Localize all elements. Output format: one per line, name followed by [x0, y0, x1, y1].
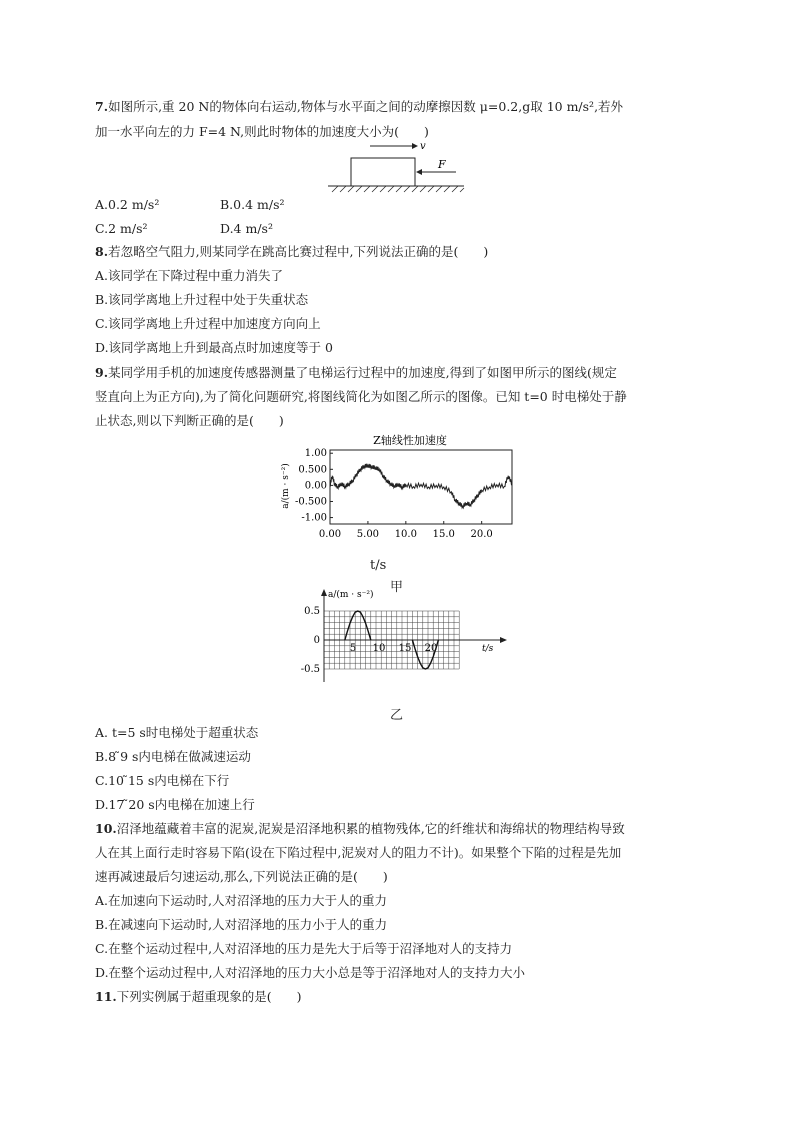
chart-jia-ylabel: a/(m · s⁻²)	[281, 463, 291, 509]
chart-yi-ytick-label: 0.5	[304, 606, 320, 617]
chart-jia-ytick-label: 0.00	[304, 480, 327, 492]
q10-stem-line1: 沼泽地蕴藏着丰富的泥炭,泥炭是沼泽地积累的植物残体,它的纤维状和海绵状的物理结构导致	[116, 821, 625, 836]
chart-yi-xtick-label: 10	[372, 643, 386, 654]
q10-option-c[interactable]: C.在整个运动过程中,人对沼泽地的压力是先大于后等于沼泽地对人的支持力	[95, 941, 513, 956]
chart-yi-xtick-label: 5	[349, 643, 357, 654]
ground-hatch	[332, 186, 464, 192]
q8-stem: 若忽略空气阻力,则某同学在跳高比赛过程中,下列说法正确的是( )	[108, 244, 489, 259]
chart-yi-y-arrow	[321, 589, 327, 596]
q7-option-d[interactable]: D.4 m/s²	[220, 221, 273, 236]
q7-stem-line2: 加一水平向左的力 F=4 N,则此时物体的加速度大小为( )	[95, 124, 429, 139]
q7-option-b[interactable]: B.0.4 m/s²	[220, 197, 285, 212]
q10-stem-line3: 速再减速最后匀速运动,那么,下列说法正确的是( )	[95, 869, 388, 884]
chart-jia-xtick-label: 15.0	[432, 529, 455, 540]
chart-jia-ytick-label: 0.500	[298, 464, 327, 476]
chart-yi-xtick-label: 20	[424, 643, 438, 654]
q10-option-b[interactable]: B.在减速向下运动时,人对沼泽地的压力小于人的重力	[95, 917, 388, 932]
chart-yi-ytick-label: 0	[313, 635, 320, 646]
q8-option-d[interactable]: D.该同学离地上升到最高点时加速度等于 0	[95, 340, 333, 355]
q9-number: 9.	[95, 365, 109, 380]
q8-option-c[interactable]: C.该同学离地上升过程中加速度方向向上	[95, 316, 321, 331]
chart-yi-ytick-label: -0.5	[300, 664, 320, 675]
chart-jia-xtick-label: 0.00	[318, 529, 342, 540]
q9-stem-line2: 竖直向上为正方向),为了简化问题研究,将图线简化为如图乙所示的图像。已知 t=0 时电梯处于静	[95, 389, 627, 404]
chart-yi-ylabel: a/(m · s⁻²)	[328, 590, 374, 600]
chart-jia-xlabel: t/s	[370, 558, 387, 573]
q11-line	[95, 989, 302, 1005]
q10-number: 10.	[95, 821, 117, 836]
q7-stem-line1: 如图所示,重 20 N的物体向右运动,物体与水平面之间的动摩擦因数 μ=0.2,g取 10 m/s²,若外	[108, 99, 624, 114]
velocity-arrowhead	[412, 143, 418, 149]
q9-stem-line1: 某同学用手机的加速度传感器测量了电梯运行过程中的加速度,得到了如图甲所示的图线(规定	[108, 365, 617, 380]
q10-line1	[95, 821, 625, 837]
chart-yi-caption: 乙	[390, 708, 404, 723]
q8-option-b[interactable]: B.该同学离地上升过程中处于失重状态	[95, 292, 309, 307]
q8-line	[95, 244, 488, 260]
q7-block-figure	[326, 138, 466, 196]
chart-jia-xtick-label: 10.0	[394, 529, 417, 540]
chart-jia-title: Z轴线性加速度	[373, 434, 447, 447]
force-arrowhead	[416, 169, 422, 175]
q7-line1	[95, 99, 623, 115]
chart-yi-xtick-label: 15	[398, 643, 412, 654]
q9-stem-line3: 止状态,则以下判断正确的是( )	[95, 413, 284, 428]
q11-stem: 下列实例属于超重现象的是( )	[116, 989, 302, 1004]
chart-jia-ytick-label: 1.00	[304, 448, 327, 460]
q9-option-c[interactable]: C.10 ̃15 s内电梯在下行	[95, 773, 230, 788]
q9-option-d[interactable]: D.17 ̃20 s内电梯在加速上行	[95, 797, 255, 812]
q7-option-a[interactable]: A.0.2 m/s²	[95, 197, 160, 212]
chart-jia-xtick-label: 5.00	[356, 529, 380, 540]
q10-stem-line2: 人在其上面行走时容易下陷(设在下陷过程中,泥炭对人的阻力不计)。如果整个下陷的过程是先加	[95, 845, 622, 860]
block	[351, 158, 415, 186]
chart-jia-frame	[330, 450, 512, 524]
q7-option-c[interactable]: C.2 m/s²	[95, 221, 148, 236]
chart-jia-ytick-label: -1.00	[301, 512, 327, 524]
q10-option-d[interactable]: D.在整个运动过程中,人对沼泽地的压力大小总是等于沼泽地对人的支持力大小	[95, 965, 526, 980]
chart-jia-ytick-label: -0.500	[294, 496, 327, 508]
q10-option-a[interactable]: A.在加速向下运动时,人对沼泽地的压力大于人的重力	[95, 893, 387, 908]
chart-yi-xlabel: t/s	[482, 644, 494, 654]
chart-jia	[270, 428, 530, 556]
q9-option-b[interactable]: B.8 ̃9 s内电梯在做减速运动	[95, 749, 251, 764]
velocity-label: v	[420, 141, 426, 152]
q7-number: 7.	[95, 99, 109, 114]
chart-jia-caption: 甲	[390, 580, 404, 595]
chart-yi	[296, 588, 516, 688]
force-label: F	[438, 158, 446, 171]
q8-option-a[interactable]: A.该同学在下降过程中重力消失了	[95, 268, 284, 283]
q9-option-a[interactable]: A. t=5 s时电梯处于超重状态	[95, 725, 259, 740]
q11-number: 11.	[95, 989, 117, 1004]
chart-jia-xtick-label: 20.0	[470, 529, 493, 540]
q9-line1	[95, 365, 617, 381]
q8-number: 8.	[95, 244, 109, 259]
chart-yi-x-arrow	[500, 637, 507, 643]
chart-yi-series-1	[345, 611, 371, 640]
